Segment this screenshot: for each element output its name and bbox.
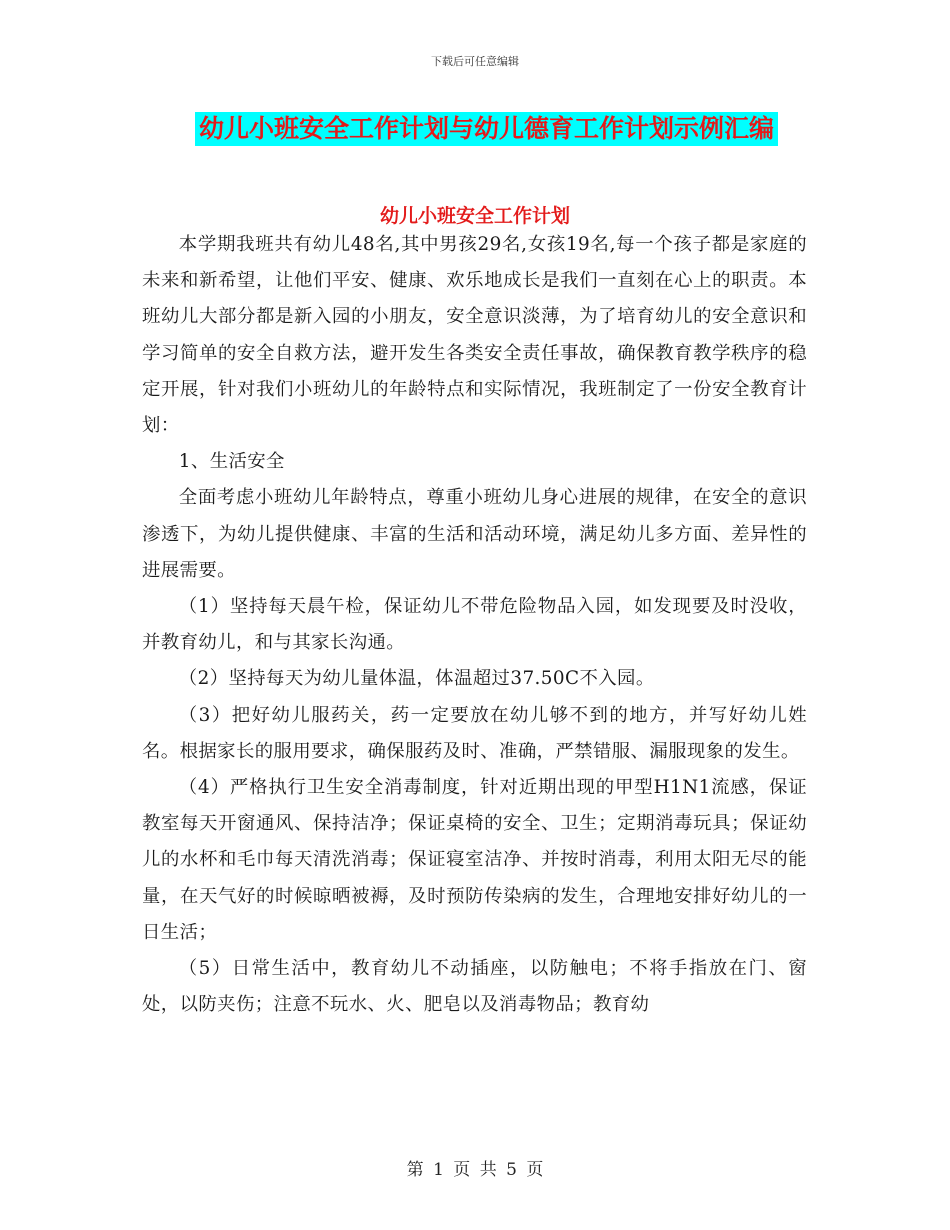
document-body xyxy=(142,227,807,1023)
paragraph-life-safety-overview: 全面考虑小班幼儿年龄特点，尊重小班幼儿身心进展的规律，在安全的意识渗透下，为幼儿提供健康、丰富的生活和活动环境，满足幼儿多方面、差异性的进展需要。 xyxy=(142,487,807,581)
paragraph-item-5: （5）日常生活中，教育幼儿不动插座，以防触电；不将手指放在门、窗处，以防夹伤；注意不玩水、火、肥皂以及消毒物品；教育幼 xyxy=(142,958,807,1016)
paragraph-item-4: （4）严格执行卫生安全消毒制度，针对近期出现的甲型H1N1流感，保证教室每天开窗通风、保持洁净；保证桌椅的安全、卫生；定期消毒玩具；保证幼儿的水杯和毛巾每天清洗消毒；保证寝室洁净、并按时消毒，利用太阳无尽的能量，在天气好的时候晾晒被褥，及时预防传染病的发生，合理地安排好幼儿的一日生活； xyxy=(142,777,807,943)
section-title: 幼儿小班安全工作计划 xyxy=(379,205,570,227)
paragraph-heading-life-safety: 1、生活安全 xyxy=(178,451,285,473)
paragraph-item-2: （2）坚持每天为幼儿量体温，体温超过37.50C不入园。 xyxy=(178,668,655,690)
document-main-title: 幼儿小班安全工作计划与幼儿德育工作计划示例汇编 xyxy=(195,112,778,146)
header-note: 下载后可任意编辑 xyxy=(431,55,519,68)
paragraph-item-3: （3）把好幼儿服药关，药一定要放在幼儿够不到的地方，并写好幼儿姓名。根据家长的服用要求，确保服药及时、准确，严禁错服、漏服现象的发生。 xyxy=(142,704,807,762)
paragraph-intro: 本学期我班共有幼儿48名,其中男孩29名,女孩19名,每一个孩子都是家庭的未来和新希望，让他们平安、健康、欢乐地成长是我们一直刻在心上的职责。本班幼儿大部分都是新入园的小朋友，安全意识淡薄，为了培育幼儿的安全意识和学习简单的安全自救方法，避开发生各类安全责任事故，确保教育教学秩序的稳定开展，针对我们小班幼儿的年龄特点和实际情况，我班制定了一份安全教育计划： xyxy=(142,234,807,437)
page-footer: 第 1 页 共 5 页 xyxy=(406,1160,544,1180)
paragraph-item-1: （1）坚持每天晨午检，保证幼儿不带危险物品入园，如发现要及时没收，并教育幼儿，和与其家长沟通。 xyxy=(142,596,807,654)
